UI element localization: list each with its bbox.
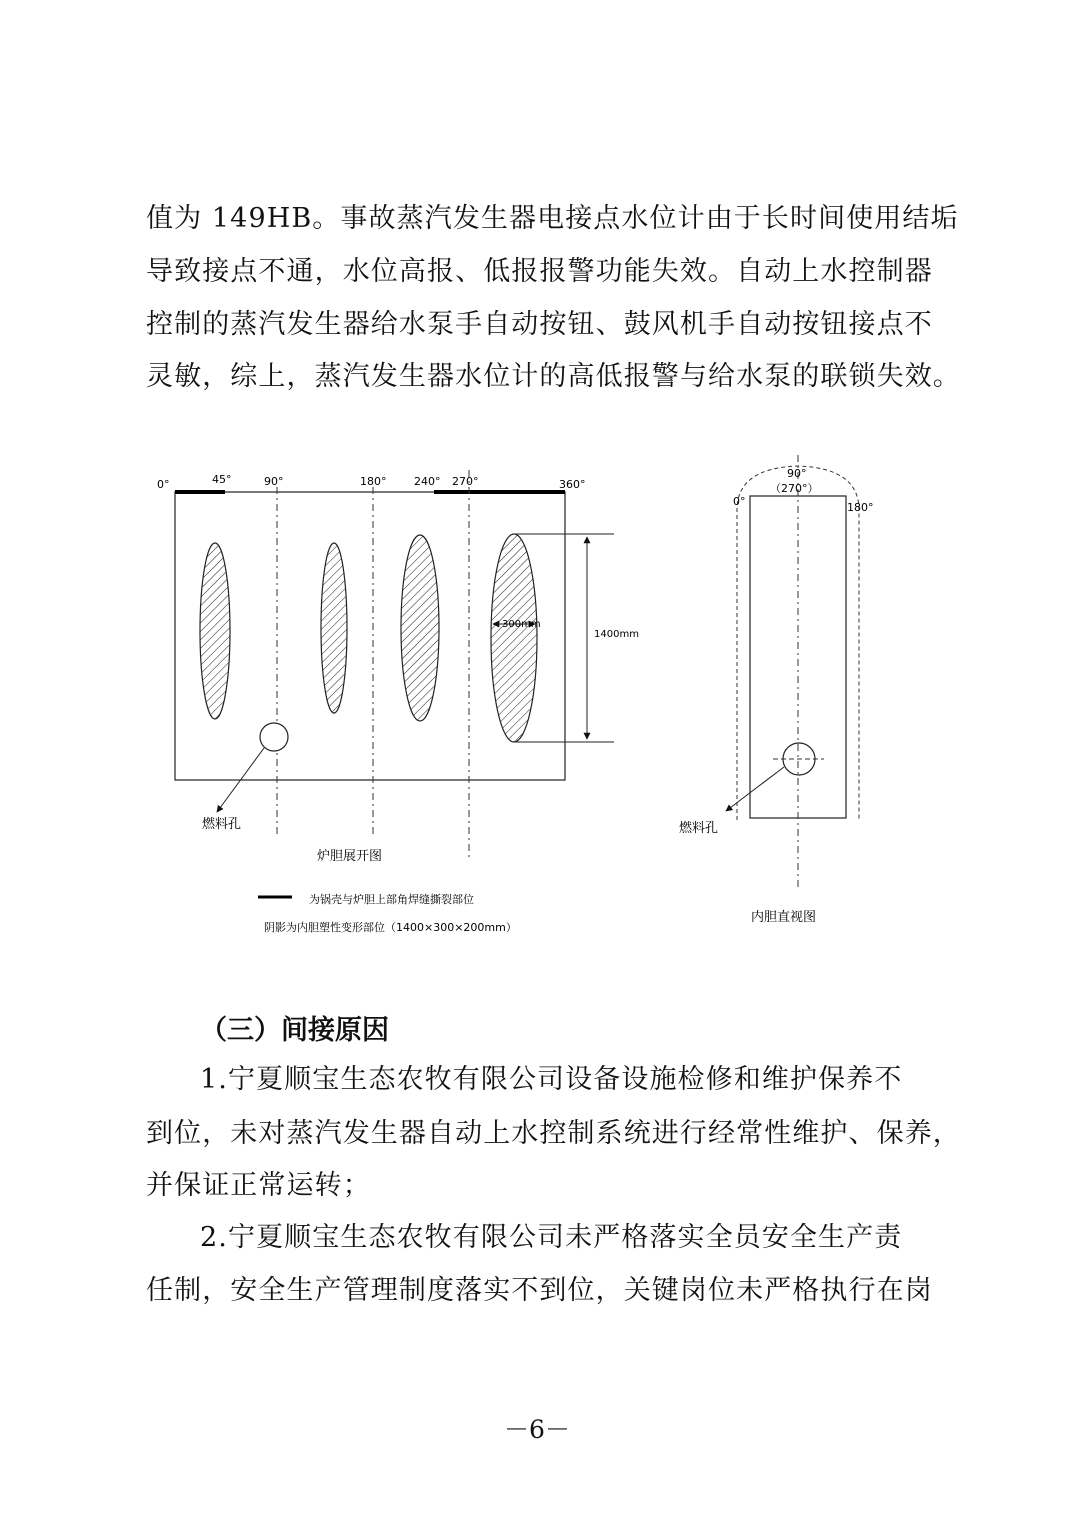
angle-90-top: 90° [787,467,807,480]
text-line: 灵敏，综上，蒸汽发生器水位计的高低报警与给水泵的联锁失效。 [146,361,961,392]
angle-360: 360° [559,478,586,491]
deformation-shaded-area [401,535,439,721]
angle-45: 45° [212,473,232,486]
text-line: 2.宁夏顺宝生态农牧有限公司未严格落实全员安全生产责 [200,1222,903,1253]
fuel-hole-label: 燃料孔 [679,821,719,836]
caption-front-view: 内胆直视图 [751,910,817,925]
text-line: 到位，未对蒸汽发生器自动上水控制系统进行经常性维护、保养， [146,1118,961,1149]
angle-270: 270° [452,475,479,488]
dim-1400mm: 1400mm [594,629,639,640]
legend-shadow-text: 阴影为内胆塑性变形部位（1400×300×200mm） [264,921,517,934]
angle-0-left: 0° [733,495,746,508]
text-line: 任制，安全生产管理制度落实不到位，关键岗位未严格执行在岗 [146,1275,933,1306]
angle-180-right: 180° [847,501,874,514]
angle-180: 180° [360,475,387,488]
deformation-shaded-area [321,543,347,713]
text-line: 并保证正常运转； [146,1170,371,1201]
dim-300mm: 300mm [502,619,541,630]
caption-expanded-view: 炉胆展开图 [317,849,383,864]
fuel-hole-label: 燃料孔 [202,817,242,832]
angle-270-top: （270°） [770,482,819,495]
page-number: －6－ [504,1415,570,1444]
deformation-shaded-area [491,534,537,742]
fuel-hole-arrow [726,767,784,811]
deformation-shaded-area [200,543,230,719]
angle-0: 0° [157,478,170,491]
text-line: 值为 149HB。事故蒸汽发生器电接点水位计由于长时间使用结垢 [146,203,959,234]
text-line: 导致接点不通，水位高报、低报报警功能失效。自动上水控制器 [146,256,933,287]
legend-line-text: 为锅壳与炉胆上部角焊缝撕裂部位 [309,893,474,906]
section-heading: （三）间接原因 [200,1015,389,1046]
text-line: 1.宁夏顺宝生态农牧有限公司设备设施检修和维护保养不 [200,1064,903,1095]
angle-90: 90° [264,475,284,488]
fuel-hole [260,723,288,751]
angle-240: 240° [414,475,441,488]
text-line: 控制的蒸汽发生器给水泵手自动按钮、鼓风机手自动按钮接点不 [146,309,933,340]
expanded-view [157,470,639,934]
front-view [679,455,874,925]
